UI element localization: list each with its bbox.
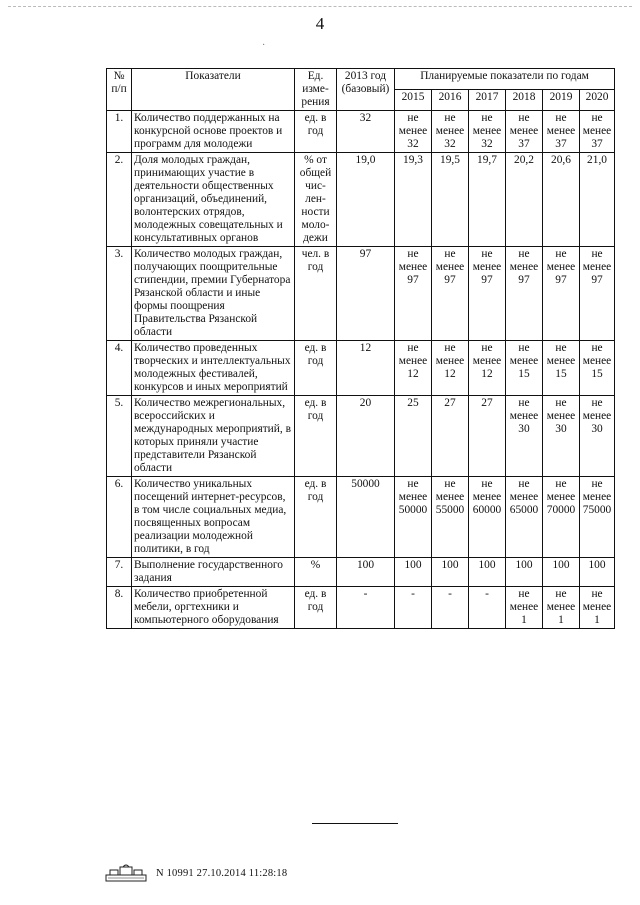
header-year: 2016	[432, 90, 469, 111]
base-value: 100	[337, 558, 395, 587]
base-value: -	[337, 587, 395, 629]
base-value: 32	[337, 111, 395, 153]
unit-cell: ед. в год	[295, 477, 337, 558]
header-base-year: 2013 год (базовый)	[337, 69, 395, 111]
header-year: 2017	[469, 90, 506, 111]
base-value: 19,0	[337, 153, 395, 247]
year-value: не менее 32	[432, 111, 469, 153]
indicator-name: Количество уникальных посещений интернет-ресурсов, в том числе социальных медиа, посвященных вопросам реализации молодежной политики, в год	[132, 477, 295, 558]
base-value: 12	[337, 341, 395, 396]
registration-number: N 10991 27.10.2014 11:28:18	[156, 867, 288, 879]
year-value: не менее 97	[395, 247, 432, 341]
year-value: 100	[580, 558, 615, 587]
year-value: не менее 1	[506, 587, 543, 629]
year-value: не менее 15	[543, 341, 580, 396]
row-number: 2.	[107, 153, 132, 247]
year-value: -	[395, 587, 432, 629]
row-number: 8.	[107, 587, 132, 629]
year-value: не менее 12	[469, 341, 506, 396]
indicators-table	[106, 68, 615, 629]
year-value: не менее 65000	[506, 477, 543, 558]
year-value: 25	[395, 396, 432, 477]
header-indicator: Показатели	[132, 69, 295, 111]
year-value: не менее 30	[580, 396, 615, 477]
indicator-name: Количество поддержанных на конкурсной основе проектов и программ для молодежи	[132, 111, 295, 153]
indicator-name: Количество межрегиональных, всероссийских и международных мероприятий, в которых приняли участие представители Рязанской области	[132, 396, 295, 477]
table-header-row	[107, 69, 615, 90]
unit-cell: %	[295, 558, 337, 587]
year-value: -	[469, 587, 506, 629]
year-value: 100	[506, 558, 543, 587]
unit-cell: % от общей чис-лен-ности моло-дежи	[295, 153, 337, 247]
year-value: не менее 50000	[395, 477, 432, 558]
year-value: 27	[469, 396, 506, 477]
unit-cell: ед. в год	[295, 396, 337, 477]
year-value: не менее 97	[469, 247, 506, 341]
table-row	[107, 587, 615, 629]
table-row	[107, 396, 615, 477]
year-value: 100	[432, 558, 469, 587]
row-number: 7.	[107, 558, 132, 587]
row-number: 5.	[107, 396, 132, 477]
unit-cell: ед. в год	[295, 341, 337, 396]
row-number: 3.	[107, 247, 132, 341]
row-number: 1.	[107, 111, 132, 153]
header-year: 2018	[506, 90, 543, 111]
signature-rule	[312, 823, 398, 824]
year-value: не менее 37	[506, 111, 543, 153]
header-year: 2019	[543, 90, 580, 111]
row-number: 4.	[107, 341, 132, 396]
speck-mark: ·	[262, 40, 266, 51]
year-value: не менее 55000	[432, 477, 469, 558]
table-row	[107, 111, 615, 153]
unit-cell: ед. в год	[295, 111, 337, 153]
table-row	[107, 477, 615, 558]
year-value: 19,5	[432, 153, 469, 247]
year-value: 27	[432, 396, 469, 477]
header-unit: Ед. изме-рения	[295, 69, 337, 111]
year-value: 100	[543, 558, 580, 587]
table-row	[107, 247, 615, 341]
header-year: 2020	[580, 90, 615, 111]
top-border-line	[8, 6, 632, 7]
building-emblem-icon	[104, 863, 148, 883]
year-value: не менее 32	[395, 111, 432, 153]
indicator-name: Выполнение государственного задания	[132, 558, 295, 587]
year-value: не менее 60000	[469, 477, 506, 558]
year-value: не менее 15	[580, 341, 615, 396]
year-value: не менее 30	[506, 396, 543, 477]
year-value: не менее 15	[506, 341, 543, 396]
year-value: не менее 70000	[543, 477, 580, 558]
year-value: не менее 75000	[580, 477, 615, 558]
table-row	[107, 153, 615, 247]
unit-cell: чел. в год	[295, 247, 337, 341]
indicator-name: Количество проведенных творческих и интеллектуальных молодежных фестивалей, конкурсов и иных мероприятий	[132, 341, 295, 396]
year-value: не менее 1	[580, 587, 615, 629]
year-value: не менее 32	[469, 111, 506, 153]
year-value: не менее 12	[395, 341, 432, 396]
indicator-name: Количество приобретенной мебели, оргтехники и компьютерного оборудования	[132, 587, 295, 629]
table-row	[107, 558, 615, 587]
year-value: 19,7	[469, 153, 506, 247]
row-number: 6.	[107, 477, 132, 558]
year-value: не менее 37	[543, 111, 580, 153]
year-value: 20,6	[543, 153, 580, 247]
table-row	[107, 341, 615, 396]
base-value: 97	[337, 247, 395, 341]
year-value: не менее 12	[432, 341, 469, 396]
year-value: 100	[469, 558, 506, 587]
page-number: 4	[315, 14, 325, 33]
base-value: 50000	[337, 477, 395, 558]
indicator-name: Доля молодых граждан, принимающих участие в деятельности общественных организаций, объединений, волонтерских отрядов, молодежных совещательных и консультативных органов	[132, 153, 295, 247]
year-value: 100	[395, 558, 432, 587]
year-value: не менее 97	[432, 247, 469, 341]
header-num: № п/п	[107, 69, 132, 111]
header-planned: Планируемые показатели по годам	[395, 69, 615, 90]
year-value: не менее 37	[580, 111, 615, 153]
year-value: не менее 97	[580, 247, 615, 341]
year-value: 19,3	[395, 153, 432, 247]
year-value: не менее 97	[543, 247, 580, 341]
year-value: -	[432, 587, 469, 629]
header-year: 2015	[395, 90, 432, 111]
base-value: 20	[337, 396, 395, 477]
year-value: не менее 30	[543, 396, 580, 477]
year-value: не менее 1	[543, 587, 580, 629]
year-value: не менее 97	[506, 247, 543, 341]
year-value: 20,2	[506, 153, 543, 247]
unit-cell: ед. в год	[295, 587, 337, 629]
year-value: 21,0	[580, 153, 615, 247]
footer-registration	[104, 862, 287, 884]
indicator-name: Количество молодых граждан, получающих поощрительные стипендии, премии Губернатора Рязанской области и иные формы поощрения Правительства Рязанской области	[132, 247, 295, 341]
